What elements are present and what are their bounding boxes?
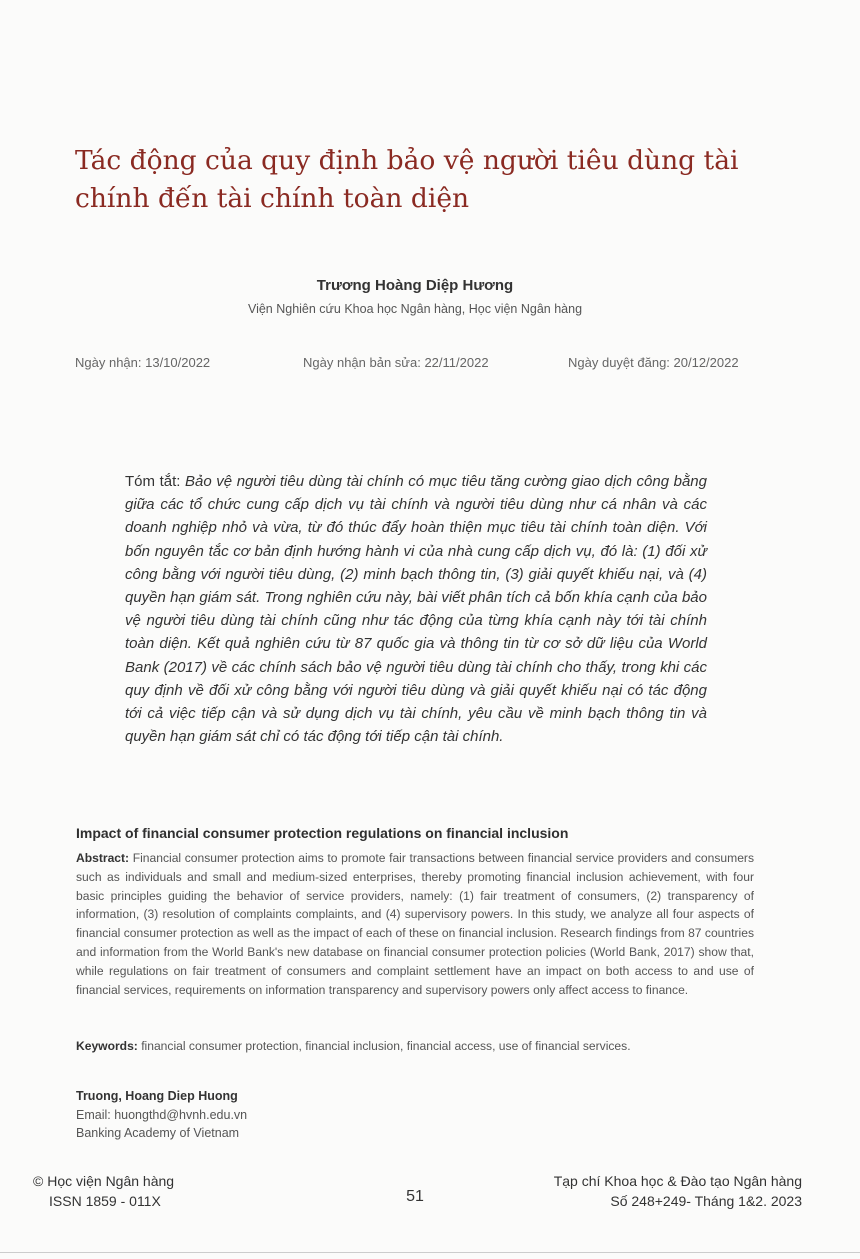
abstract-en-text: Financial consumer protection aims to promote fair transactions between financial service providers and consumers such as individuals and small and medium-sized enterprises, thereby promoting financial inclusion achievement, with four basic principles guiding the behavior of service providers, namely: (1) fair treatment of consumers, (2) transparency of information, (3) resolution of complaints complaints, and (4) supervisory powers. In this study, we analyze all four aspects of financial consumer protection as well as the impact of each of these on financial inclusion. Research findings from 87 countries and information from the World Bank's new database on financial consumer protection policies (World Bank, 2017) show that, while regulations on fair treatment of consumers and complaint settlement have an impact on both access to and use of financial services, requirements on information transparency and supervisory powers only affect access to finance. — [76, 851, 754, 997]
abstract-vn-text: Bảo vệ người tiêu dùng tài chính có mục tiêu tăng cường giao dịch công bằng giữa các tổ chức cung cấp dịch vụ tài chính và người tiêu dùng như cá nhân và các doanh nghiệp nhỏ và vừa, từ đó thúc đẩy hoàn thiện mục tiêu tài chính toàn diện. Với bốn nguyên tắc cơ bản định hướng hành vi của nhà cung cấp dịch vụ, đó là: (1) đối xử công bằng với người tiêu dùng, (2) minh bạch thông tin, (3) giải quyết khiếu nại, và (4) quyền hạn giám sát. Trong nghiên cứu này, bài viết phân tích cả bốn khía cạnh của bảo vệ người tiêu dùng tài chính cũng như tác động của từng khía cạnh này tới tài chính toàn diện. Kết quả nghiên cứu từ 87 quốc gia và thông tin từ cơ sở dữ liệu của World Bank (2017) về các chính sách bảo vệ người tiêu dùng tài chính cho thấy, trong khi các quy định về đối xử công bằng với người tiêu dùng và giải quyết khiếu nại có tác động tới cả việc tiếp cận và sử dụng dịch vụ tài chính, yêu cầu về minh bạch thông tin và quyền hạn giám sát chỉ có tác động tới tiếp cận tài chính. — [125, 473, 707, 746]
abstract-english — [76, 849, 754, 999]
abstract-vietnamese — [125, 470, 707, 748]
footer-journal: Tạp chí Khoa học & Đào tạo Ngân hàng — [553, 1173, 802, 1189]
page-number: 51 — [406, 1188, 424, 1205]
footer-issn: ISSN 1859 - 011X — [49, 1193, 161, 1209]
english-title: Impact of financial consumer protection regulations on financial inclusion — [76, 825, 569, 841]
date-accepted: Ngày duyệt đăng: 20/12/2022 — [568, 355, 739, 370]
abstract-en-label: Abstract: — [76, 851, 133, 865]
correspondence-institution: Banking Academy of Vietnam — [76, 1126, 240, 1140]
abstract-vn-label: Tóm tắt: — [125, 473, 186, 490]
footer-issue: Số 248+249- Tháng 1&2. 2023 — [610, 1193, 802, 1209]
author-affiliation: Viện Nghiên cứu Khoa học Ngân hàng, Học viện Ngân hàng — [247, 302, 583, 316]
date-revised: Ngày nhận bản sửa: 22/11/2022 — [303, 355, 489, 370]
correspondence-name: Truong, Hoang Diep Huong — [76, 1089, 238, 1103]
correspondence-email[interactable]: Email: huongthd@hvnh.edu.vn — [76, 1107, 248, 1122]
bottom-rule — [0, 1252, 860, 1253]
footer-right — [554, 1171, 802, 1211]
article-title: Tác động của quy định bảo vệ người tiêu dùng tài chính đến tài chính toàn diện — [75, 145, 739, 214]
keywords-label: Keywords: — [76, 1039, 142, 1053]
footer-copyright: © Học viện Ngân hàng — [33, 1173, 175, 1189]
keywords-text: financial consumer protection, financial inclusion, financial access, use of financial services. — [141, 1039, 631, 1053]
author-name: Trương Hoàng Diệp Hương — [316, 277, 514, 294]
keywords — [76, 1039, 776, 1053]
correspondence-block — [76, 1087, 247, 1143]
date-received: Ngày nhận: 13/10/2022 — [75, 355, 211, 370]
